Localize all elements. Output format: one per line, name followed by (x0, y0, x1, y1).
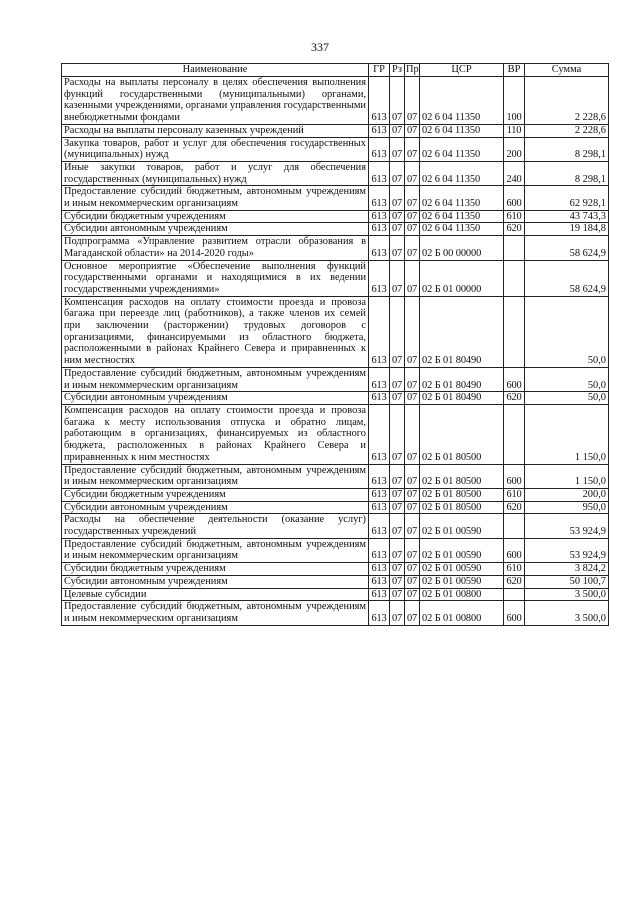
row-pr: 07 (405, 137, 420, 161)
row-gr: 613 (369, 501, 390, 514)
row-rz: 07 (390, 501, 405, 514)
row-pr: 07 (405, 588, 420, 601)
row-sum: 1 150,0 (525, 464, 609, 488)
row-gr: 613 (369, 392, 390, 405)
row-name: Иные закупки товаров, работ и услуг для обеспечения государственных (муниципальных) нужд (62, 161, 369, 185)
row-csr: 02 Б 01 00590 (420, 575, 504, 588)
row-pr: 07 (405, 538, 420, 562)
table-row (62, 124, 609, 137)
row-vr: 620 (504, 223, 525, 236)
row-vr: 240 (504, 161, 525, 185)
row-sum: 1 150,0 (525, 404, 609, 464)
row-rz: 07 (390, 161, 405, 185)
row-rz: 07 (390, 236, 405, 260)
row-sum: 8 298,1 (525, 137, 609, 161)
row-gr: 613 (369, 210, 390, 223)
table-header-row (62, 64, 609, 77)
row-rz: 07 (390, 137, 405, 161)
row-gr: 613 (369, 404, 390, 464)
row-gr: 613 (369, 260, 390, 296)
row-pr: 07 (405, 236, 420, 260)
table-row (62, 186, 609, 210)
row-sum: 50,0 (525, 392, 609, 405)
row-pr: 07 (405, 186, 420, 210)
row-rz: 07 (390, 514, 405, 538)
row-pr: 07 (405, 223, 420, 236)
row-sum: 2 228,6 (525, 124, 609, 137)
table-row (62, 588, 609, 601)
row-vr (504, 260, 525, 296)
row-vr (504, 514, 525, 538)
row-sum: 3 500,0 (525, 588, 609, 601)
row-vr: 620 (504, 392, 525, 405)
row-csr: 02 6 04 11350 (420, 210, 504, 223)
row-csr: 02 Б 01 00800 (420, 588, 504, 601)
row-csr: 02 6 04 11350 (420, 124, 504, 137)
row-rz: 07 (390, 563, 405, 576)
table-row (62, 575, 609, 588)
row-pr: 07 (405, 77, 420, 125)
table-row (62, 161, 609, 185)
table-row (62, 367, 609, 391)
row-vr: 600 (504, 186, 525, 210)
header-pr: Пр (406, 64, 419, 76)
row-name: Предоставление субсидий бюджетным, автономным учреждениям и иным некоммерческим организациям (62, 186, 369, 210)
row-name: Закупка товаров, работ и услуг для обеспечения государственных (муниципальных) нужд (62, 137, 369, 161)
row-rz: 07 (390, 588, 405, 601)
row-sum: 50 100,7 (525, 575, 609, 588)
header-sum: Сумма (525, 64, 609, 77)
table-row (62, 77, 609, 125)
header-name: Наименование (62, 64, 369, 77)
row-rz: 07 (390, 260, 405, 296)
row-gr: 613 (369, 223, 390, 236)
row-vr (504, 404, 525, 464)
row-rz: 07 (390, 392, 405, 405)
row-gr: 613 (369, 367, 390, 391)
row-gr: 613 (369, 488, 390, 501)
row-vr: 200 (504, 137, 525, 161)
row-vr: 110 (504, 124, 525, 137)
row-pr: 07 (405, 404, 420, 464)
table-row (62, 296, 609, 367)
row-sum: 43 743,3 (525, 210, 609, 223)
row-rz: 07 (390, 210, 405, 223)
row-name: Предоставление субсидий бюджетным, автономным учреждениям и иным некоммерческим организациям (62, 367, 369, 391)
row-gr: 613 (369, 538, 390, 562)
page-number: 337 (311, 40, 329, 54)
table-body (62, 77, 609, 626)
row-sum: 2 228,6 (525, 77, 609, 125)
row-gr: 613 (369, 124, 390, 137)
row-pr: 07 (405, 514, 420, 538)
row-name: Предоставление субсидий бюджетным, автономным учреждениям и иным некоммерческим организациям (62, 601, 369, 625)
row-gr: 613 (369, 464, 390, 488)
row-csr: 02 6 04 11350 (420, 186, 504, 210)
row-pr: 07 (405, 563, 420, 576)
row-sum: 62 928,1 (525, 186, 609, 210)
row-vr: 620 (504, 575, 525, 588)
row-csr: 02 Б 01 80500 (420, 488, 504, 501)
row-sum: 950,0 (525, 501, 609, 514)
row-rz: 07 (390, 601, 405, 625)
row-name: Расходы на выплаты персоналу в целях обеспечения выполнения функций государственными (муниципальными) органами, казенными учреждениями, органами управления государственными внебюджетными фондами (62, 77, 369, 125)
header-vr: ВР (504, 64, 525, 77)
row-sum: 200,0 (525, 488, 609, 501)
row-name: Компенсация расходов на оплату стоимости проезда и провоза багажа при переезде лиц (работников), а также членов их семей при заключении (расторжении) трудовых договоров с организациями, финансируемыми из областного бюджета, расположенными в районах Крайнего Севера и приравненных к ним местностях (62, 296, 369, 367)
row-vr: 100 (504, 77, 525, 125)
row-vr: 600 (504, 538, 525, 562)
row-vr: 610 (504, 563, 525, 576)
row-pr: 07 (405, 488, 420, 501)
table-row (62, 464, 609, 488)
row-name: Субсидии бюджетным учреждениям (62, 210, 369, 223)
row-sum: 19 184,8 (525, 223, 609, 236)
row-name: Предоставление субсидий бюджетным, автономным учреждениям и иным некоммерческим организациям (62, 538, 369, 562)
row-name: Подпрограмма «Управление развитием отрасли образования в Магаданской области» на 2014-2020 годы» (62, 236, 369, 260)
row-sum: 50,0 (525, 296, 609, 367)
table-row (62, 538, 609, 562)
row-name: Субсидии автономным учреждениям (62, 501, 369, 514)
row-vr (504, 588, 525, 601)
row-rz: 07 (390, 488, 405, 501)
row-gr: 613 (369, 161, 390, 185)
row-gr: 613 (369, 137, 390, 161)
row-rz: 07 (390, 223, 405, 236)
table-row (62, 223, 609, 236)
row-pr: 07 (405, 260, 420, 296)
table-row (62, 392, 609, 405)
row-csr: 02 6 04 11350 (420, 137, 504, 161)
row-pr: 07 (405, 161, 420, 185)
row-rz: 07 (390, 124, 405, 137)
row-gr: 613 (369, 514, 390, 538)
row-name: Расходы на обеспечение деятельности (оказание услуг) государственных учреждений (62, 514, 369, 538)
row-rz: 07 (390, 464, 405, 488)
row-sum: 58 624,9 (525, 236, 609, 260)
row-gr: 613 (369, 236, 390, 260)
row-rz: 07 (390, 296, 405, 367)
table-row (62, 236, 609, 260)
row-csr: 02 6 04 11350 (420, 223, 504, 236)
row-vr: 620 (504, 501, 525, 514)
row-name: Субсидии автономным учреждениям (62, 223, 369, 236)
row-csr: 02 Б 01 80500 (420, 404, 504, 464)
row-pr: 07 (405, 367, 420, 391)
row-sum: 8 298,1 (525, 161, 609, 185)
header-csr: ЦСР (420, 64, 504, 77)
row-gr: 613 (369, 563, 390, 576)
row-rz: 07 (390, 367, 405, 391)
row-sum: 3 824,2 (525, 563, 609, 576)
row-csr: 02 6 04 11350 (420, 161, 504, 185)
budget-table (61, 63, 609, 626)
row-pr: 07 (405, 601, 420, 625)
row-csr: 02 Б 01 00590 (420, 514, 504, 538)
row-pr: 07 (405, 575, 420, 588)
row-pr: 07 (405, 392, 420, 405)
row-gr: 613 (369, 601, 390, 625)
row-name: Компенсация расходов на оплату стоимости проезда и провоза багажа к месту использования отпуска и обратно лицам, работающим в организациях, финансируемых из областного бюджета, расположенных в районах Крайнего Севера и приравненных к ним местностях (62, 404, 369, 464)
row-name: Субсидии бюджетным учреждениям (62, 563, 369, 576)
table-row (62, 514, 609, 538)
row-vr: 610 (504, 488, 525, 501)
row-rz: 07 (390, 186, 405, 210)
row-name: Предоставление субсидий бюджетным, автономным учреждениям и иным некоммерческим организациям (62, 464, 369, 488)
row-pr: 07 (405, 501, 420, 514)
table-row (62, 488, 609, 501)
row-sum: 53 924,9 (525, 538, 609, 562)
row-csr: 02 Б 01 80490 (420, 392, 504, 405)
row-sum: 3 500,0 (525, 601, 609, 625)
table-row (62, 137, 609, 161)
table-row (62, 210, 609, 223)
row-sum: 58 624,9 (525, 260, 609, 296)
row-name: Субсидии бюджетным учреждениям (62, 488, 369, 501)
row-sum: 53 924,9 (525, 514, 609, 538)
row-gr: 613 (369, 296, 390, 367)
row-sum: 50,0 (525, 367, 609, 391)
row-csr: 02 Б 01 80490 (420, 367, 504, 391)
row-rz: 07 (390, 538, 405, 562)
table-row (62, 501, 609, 514)
row-rz: 07 (390, 404, 405, 464)
row-vr (504, 296, 525, 367)
table-row (62, 601, 609, 625)
row-vr (504, 236, 525, 260)
row-csr: 02 Б 01 00800 (420, 601, 504, 625)
row-name: Основное мероприятие «Обеспечение выполнения функций государственными органами и находящимися в их ведении государственными учреждениями» (62, 260, 369, 296)
table-row (62, 260, 609, 296)
row-rz: 07 (390, 77, 405, 125)
row-pr: 07 (405, 124, 420, 137)
row-rz: 07 (390, 575, 405, 588)
row-name: Целевые субсидии (62, 588, 369, 601)
row-csr: 02 Б 01 00590 (420, 538, 504, 562)
row-csr: 02 Б 01 80490 (420, 296, 504, 367)
row-csr: 02 6 04 11350 (420, 77, 504, 125)
row-gr: 613 (369, 575, 390, 588)
row-gr: 613 (369, 186, 390, 210)
row-pr: 07 (405, 464, 420, 488)
row-name: Субсидии автономным учреждениям (62, 392, 369, 405)
table-row (62, 404, 609, 464)
row-pr: 07 (405, 296, 420, 367)
row-vr: 600 (504, 464, 525, 488)
row-csr: 02 Б 00 00000 (420, 236, 504, 260)
header-rz: Рз (390, 64, 405, 77)
row-csr: 02 Б 01 80500 (420, 464, 504, 488)
row-csr: 02 Б 01 00590 (420, 563, 504, 576)
row-vr: 600 (504, 367, 525, 391)
row-gr: 613 (369, 588, 390, 601)
header-gr: ГР (369, 64, 390, 77)
row-name: Расходы на выплаты персоналу казенных учреждений (62, 124, 369, 137)
row-gr: 613 (369, 77, 390, 125)
table-row (62, 563, 609, 576)
row-vr: 600 (504, 601, 525, 625)
row-name: Субсидии автономным учреждениям (62, 575, 369, 588)
row-vr: 610 (504, 210, 525, 223)
row-csr: 02 Б 01 00000 (420, 260, 504, 296)
row-csr: 02 Б 01 80500 (420, 501, 504, 514)
row-pr: 07 (405, 210, 420, 223)
